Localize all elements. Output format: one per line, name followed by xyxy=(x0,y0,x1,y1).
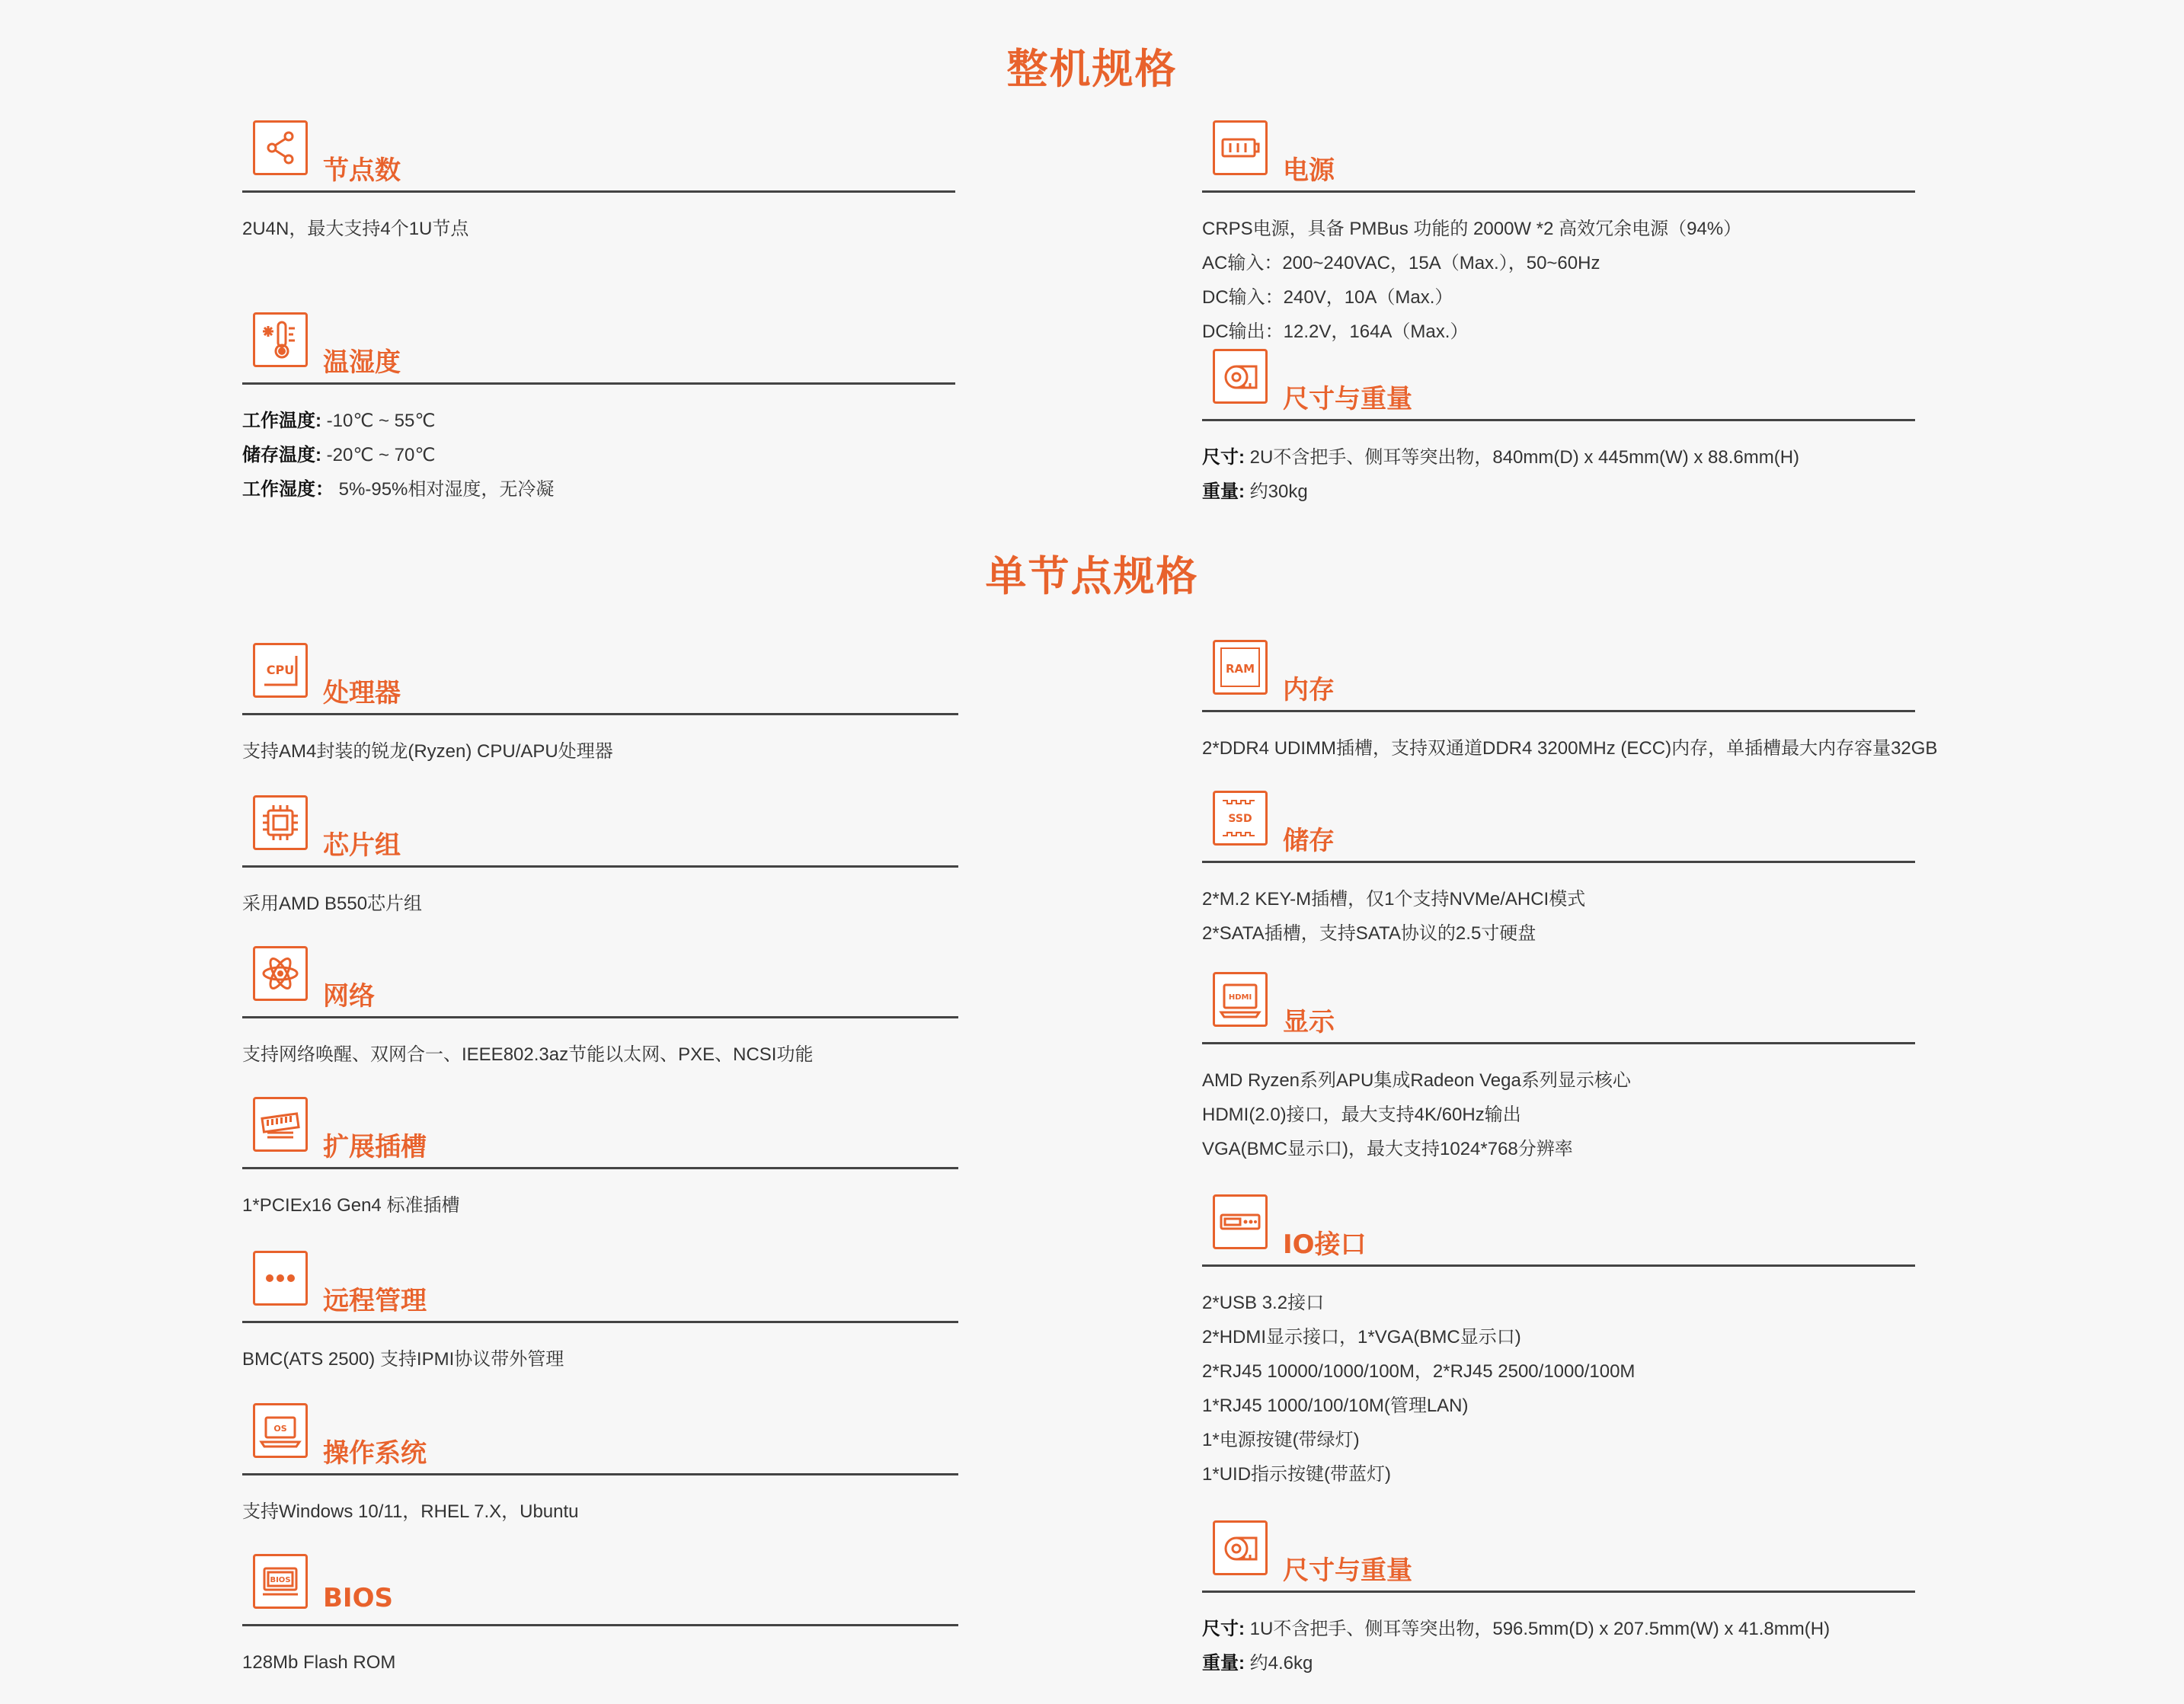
spec-line: VGA(BMC显示口)，最大支持1024*768分辨率 xyxy=(1202,1139,1573,1159)
spec-row: 储存温度: -20℃ ~ 70℃ xyxy=(242,445,436,465)
section-cpu xyxy=(242,643,958,769)
section-title: 温湿度 xyxy=(323,347,401,378)
divider xyxy=(242,1016,958,1018)
spec-line: 采用AMD B550芯片组 xyxy=(242,894,423,914)
spec-line: 支持网络唤醒、双网合一、IEEE802.3az节能以太网、PXE、NCSI功能 xyxy=(242,1044,814,1065)
divider xyxy=(242,1473,958,1475)
share-nodes-icon xyxy=(253,120,308,175)
ssd-icon xyxy=(1213,791,1268,846)
spec-row: 工作湿度： 5%-95%相对湿度，无冷凝 xyxy=(242,479,555,500)
spec-line: 2*RJ45 10000/1000/100M，2*RJ45 2500/1000/100M xyxy=(1202,1361,1636,1382)
section-title: 操作系统 xyxy=(323,1438,427,1469)
spec-line: 2*M.2 KEY-M插槽，仅1个支持NVMe/AHCI模式 xyxy=(1202,889,1586,910)
os-laptop-icon xyxy=(253,1403,308,1458)
section-title: IO接口 xyxy=(1283,1229,1367,1260)
spec-line: 1*电源按键(带绿灯) xyxy=(1202,1430,1360,1450)
spec-line: HDMI(2.0)接口，最大支持4K/60Hz输出 xyxy=(1202,1105,1521,1125)
svg-text:BIOS: BIOS xyxy=(270,1576,291,1584)
tape-measure-icon xyxy=(1213,1520,1268,1575)
section-network xyxy=(242,946,958,1072)
section-size-weight-machine xyxy=(1202,349,1915,509)
spec-row: 重量: 约4.6kg xyxy=(1202,1653,1313,1674)
section-title: 网络 xyxy=(323,981,375,1012)
divider xyxy=(242,713,958,715)
expansion-card-icon xyxy=(253,1097,308,1152)
tape-measure-icon xyxy=(1213,349,1268,404)
divider xyxy=(1202,1042,1915,1044)
section-title: 芯片组 xyxy=(323,830,401,861)
spec-row: 尺寸: 1U不含把手、侧耳等突出物，596.5mm(D) x 207.5mm(W) x 41.8mm(H) xyxy=(1202,1619,1831,1639)
divider xyxy=(242,1624,958,1626)
thermometer-snowflake-icon xyxy=(253,312,308,367)
svg-text:OS: OS xyxy=(273,1424,287,1434)
divider xyxy=(242,1321,958,1323)
divider xyxy=(1202,190,1915,193)
svg-text:HDMI: HDMI xyxy=(1228,993,1252,1002)
spec-line: 2*SATA插槽，支持SATA协议的2.5寸硬盘 xyxy=(1202,923,1536,944)
ram-icon xyxy=(1213,640,1268,695)
spec-line: CRPS电源，具备 PMBus 功能的 2000W *2 高效冗余电源（94%） xyxy=(1202,219,1742,239)
spec-line: 支持AM4封装的锐龙(Ryzen) CPU/APU处理器 xyxy=(242,741,613,762)
section-memory xyxy=(1202,640,1938,766)
section-nodes xyxy=(242,120,955,246)
section-title: 处理器 xyxy=(323,678,401,708)
section-display xyxy=(1202,972,1915,1166)
divider xyxy=(242,190,955,193)
section-title: 尺寸与重量 xyxy=(1283,1555,1412,1586)
heading-machine-specs: 整机规格 xyxy=(1006,45,1178,93)
io-port-icon xyxy=(1213,1194,1268,1249)
divider xyxy=(1202,861,1915,863)
section-os xyxy=(242,1403,958,1529)
spec-row: 重量: 约30kg xyxy=(1202,481,1308,502)
chip-icon xyxy=(253,795,308,850)
spec-line: AMD Ryzen系列APU集成Radeon Vega系列显示核心 xyxy=(1202,1070,1631,1091)
divider xyxy=(242,865,958,868)
divider xyxy=(1202,1591,1915,1593)
svg-text:SSD: SSD xyxy=(1228,813,1252,825)
spec-line: 1*UID指示按键(带蓝灯) xyxy=(1202,1464,1392,1485)
section-remote-management xyxy=(242,1251,958,1376)
section-size-weight-node xyxy=(1202,1520,1915,1680)
section-title: 储存 xyxy=(1283,826,1335,856)
spec-line: 1*PCIEx16 Gen4 标准插槽 xyxy=(242,1195,460,1216)
spec-row: 工作温度: -10℃ ~ 55℃ xyxy=(242,411,436,431)
spec-line: DC输出：12.2V，164A（Max.） xyxy=(1202,321,1469,342)
section-title: 尺寸与重量 xyxy=(1283,384,1412,414)
spec-line: 128Mb Flash ROM xyxy=(242,1652,396,1673)
section-title: 内存 xyxy=(1283,675,1335,705)
heading-node-specs: 单节点规格 xyxy=(985,552,1199,600)
section-title: 电源 xyxy=(1283,155,1335,186)
power-supply-icon xyxy=(1213,120,1268,175)
spec-line: AC输入：200~240VAC，15A（Max.），50~60Hz xyxy=(1202,253,1600,273)
spec-line: 2*HDMI显示接口，1*VGA(BMC显示口) xyxy=(1202,1327,1521,1348)
section-title: 节点数 xyxy=(323,155,401,186)
section-title: 扩展插槽 xyxy=(323,1132,427,1162)
divider xyxy=(1202,419,1915,421)
spec-line: 2*USB 3.2接口 xyxy=(1202,1293,1325,1313)
spec-line: 2U4N，最大支持4个1U节点 xyxy=(242,219,469,239)
svg-text:CPU: CPU xyxy=(266,663,295,677)
spec-line: 支持Windows 10/11，RHEL 7.X，Ubuntu xyxy=(242,1501,579,1522)
spec-line: DC输入：240V，10A（Max.） xyxy=(1202,287,1453,308)
section-title: 显示 xyxy=(1283,1007,1335,1037)
section-storage xyxy=(1202,791,1915,951)
divider xyxy=(242,382,955,385)
section-io xyxy=(1202,1194,1915,1491)
spec-line: BMC(ATS 2500) 支持IPMI协议带外管理 xyxy=(242,1349,564,1370)
section-expansion xyxy=(242,1097,958,1223)
svg-text:RAM: RAM xyxy=(1225,662,1255,676)
section-temp-humidity xyxy=(242,312,955,507)
spec-line: 1*RJ45 1000/100/10M(管理LAN) xyxy=(1202,1395,1469,1416)
atom-network-icon xyxy=(253,946,308,1001)
section-bios xyxy=(242,1554,958,1680)
section-chipset xyxy=(242,795,958,921)
divider xyxy=(1202,710,1915,712)
spec-row: 尺寸: 2U不含把手、侧耳等突出物，840mm(D) x 445mm(W) x 88.6mm(H) xyxy=(1202,447,1800,468)
bios-chip-icon xyxy=(253,1554,308,1609)
divider xyxy=(1202,1264,1915,1267)
divider xyxy=(242,1167,958,1169)
section-power xyxy=(1202,120,1915,349)
dots-icon xyxy=(253,1251,308,1306)
spec-line: 2*DDR4 UDIMM插槽，支持双通道DDR4 3200MHz (ECC)内存，单插槽最大内存容量32GB xyxy=(1202,738,1938,759)
section-title: 远程管理 xyxy=(323,1286,427,1316)
cpu-icon xyxy=(253,643,308,698)
hdmi-monitor-icon xyxy=(1213,972,1268,1027)
section-title: BIOS xyxy=(323,1583,393,1613)
